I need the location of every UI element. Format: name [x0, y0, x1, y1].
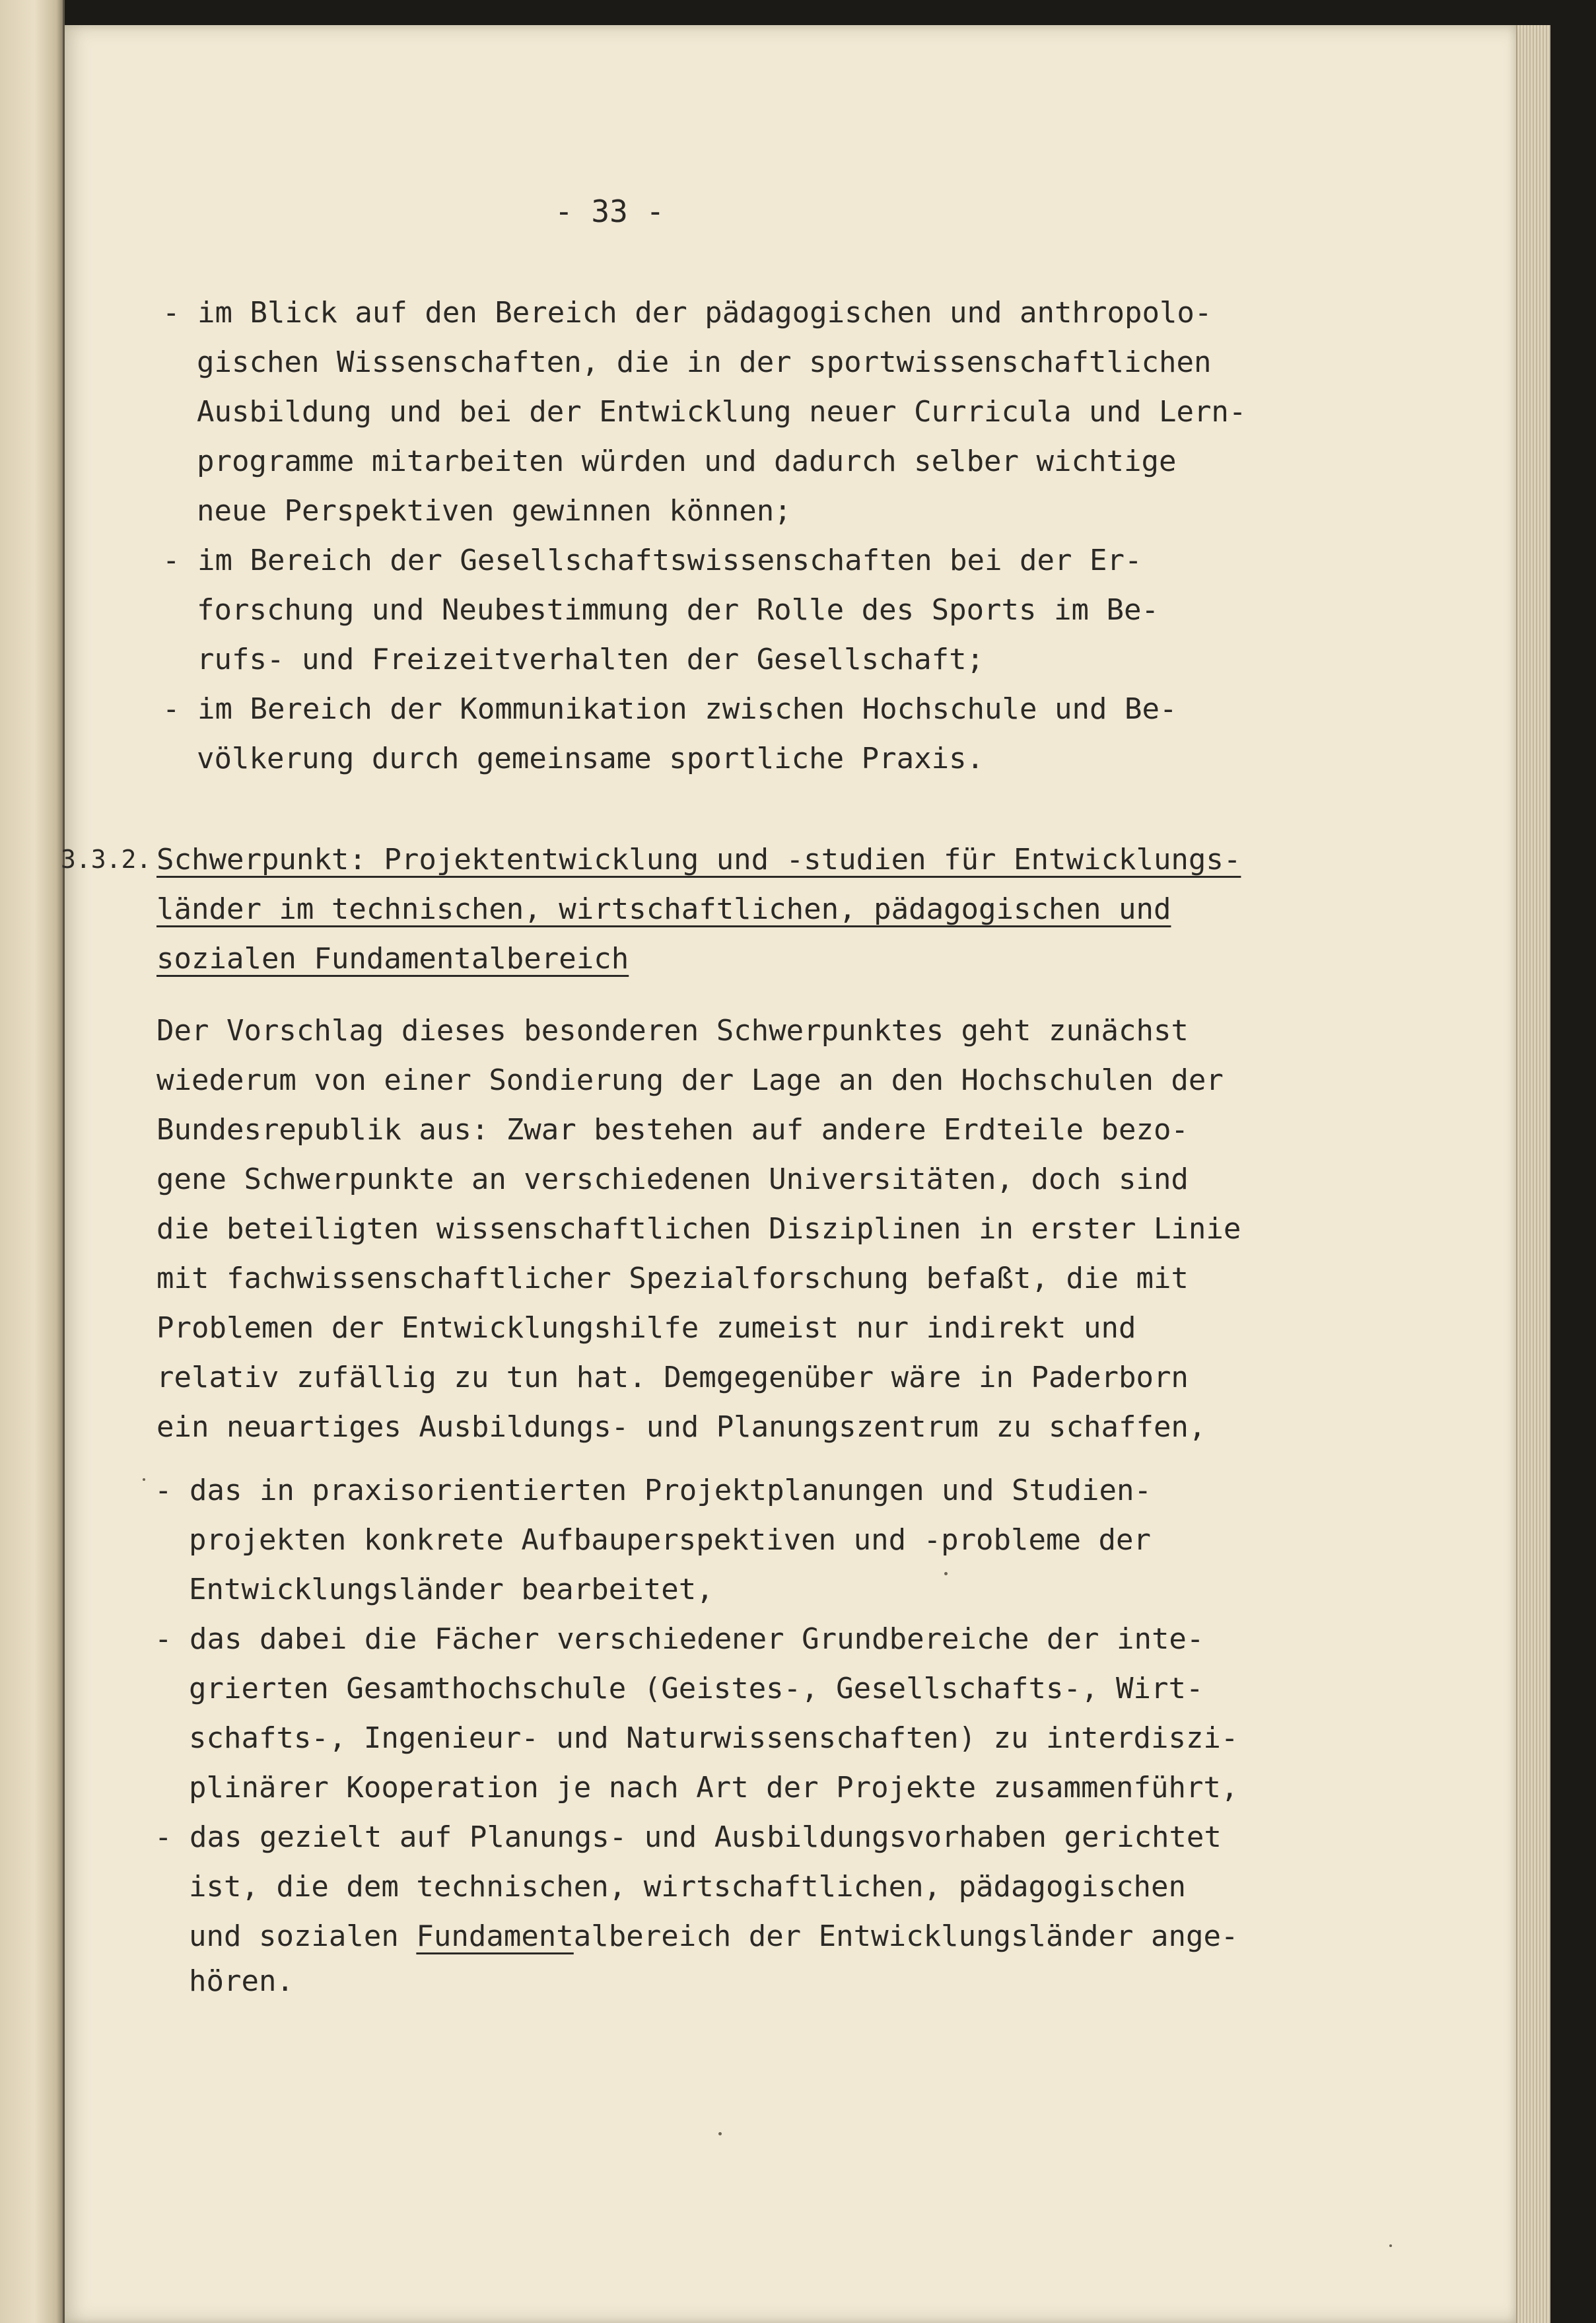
list-item-line: projekten konkrete Aufbauperspektiven und -probleme der [189, 1523, 1151, 1557]
list-item-line: hören. [189, 1964, 294, 1998]
list-item-line: - das gezielt auf Planungs- und Ausbildungsvorhaben gerichtet [155, 1820, 1222, 1854]
page-number: - 33 - [555, 194, 665, 229]
list-item-line: forschung und Neubestimmung der Rolle des Sports im Be- [197, 593, 1159, 627]
paragraph-line: Bundesrepublik aus: Zwar bestehen auf andere Erdteile bezo- [156, 1113, 1189, 1147]
paper-speck [718, 2132, 722, 2135]
paragraph-line: Problemen der Entwicklungshilfe zumeist nur indirekt und [156, 1311, 1136, 1345]
underlined-word: Fundament [416, 1919, 574, 1953]
list-item-line: ist, die dem technischen, wirtschaftlichen, pädagogischen [189, 1870, 1186, 1904]
paragraph-line: wiederum von einer Sondierung der Lage an den Hochschulen der [156, 1063, 1224, 1097]
list-item-line: - im Blick auf den Bereich der pädagogischen und anthropolo- [162, 296, 1212, 330]
list-item-line: - das dabei die Fächer verschiedener Grundbereiche der inte- [155, 1622, 1204, 1656]
list-item-line: programme mitarbeiten würden und dadurch selber wichtige [197, 445, 1177, 478]
list-item-text: und sozialen [189, 1919, 417, 1953]
list-item-line: Entwicklungsländer bearbeitet, [189, 1573, 714, 1606]
paragraph-line: Der Vorschlag dieses besonderen Schwerpunktes geht zunächst [156, 1014, 1189, 1048]
list-item-text: albereich der Entwicklungsländer ange- [573, 1919, 1239, 1953]
list-item-line: - im Bereich der Kommunikation zwischen Hochschule und Be- [162, 692, 1177, 726]
paragraph-line: relativ zufällig zu tun hat. Demgegenüber wäre in Paderborn [156, 1361, 1189, 1394]
section-heading-line: Schwerpunkt: Projektentwicklung und -studien für Entwicklungs- [156, 843, 1241, 876]
list-item-line: - das in praxisorientierten Projektplanungen und Studien- [155, 1474, 1152, 1507]
list-item-line: plinärer Kooperation je nach Art der Projekte zusammenführt, [189, 1771, 1239, 1805]
paper-speck [944, 1572, 948, 1575]
section-number: 3.3.2. [61, 845, 152, 874]
list-item-line: völkerung durch gemeinsame sportliche Praxis. [197, 742, 985, 775]
list-item-line: schafts-, Ingenieur- und Naturwissenschaften) zu interdiszi- [189, 1721, 1239, 1755]
list-item-line: rufs- und Freizeitverhalten der Gesellschaft; [197, 643, 985, 676]
section-heading-line: sozialen Fundamentalbereich [156, 942, 629, 976]
list-item-line: grierten Gesamthochschule (Geistes-, Gesellschafts-, Wirt- [189, 1672, 1204, 1705]
list-item-line: gischen Wissenschaften, die in der sportwissenschaftlichen [197, 345, 1212, 379]
list-item-line: - im Bereich der Gesellschaftswissenschaften bei der Er- [162, 544, 1142, 577]
list-item-line: neue Perspektiven gewinnen können; [197, 494, 792, 528]
paper-speck [1389, 2244, 1392, 2247]
paragraph-line: mit fachwissenschaftlicher Spezialforschung befaßt, die mit [156, 1262, 1189, 1295]
section-heading-line: länder im technischen, wirtschaftlichen, pädagogischen und [156, 892, 1171, 926]
page-stack-edge [1516, 25, 1550, 2323]
paragraph-line: die beteiligten wissenschaftlichen Disziplinen in erster Linie [156, 1212, 1241, 1246]
list-item-line [189, 1912, 1238, 1961]
paragraph-line: ein neuartiges Ausbildungs- und Planungszentrum zu schaffen, [156, 1410, 1206, 1444]
list-item-line: Ausbildung und bei der Entwicklung neuer Curricula und Lern- [197, 395, 1247, 429]
paragraph-line: gene Schwerpunkte an verschiedenen Universitäten, doch sind [156, 1162, 1189, 1196]
paper-speck [143, 1478, 145, 1481]
